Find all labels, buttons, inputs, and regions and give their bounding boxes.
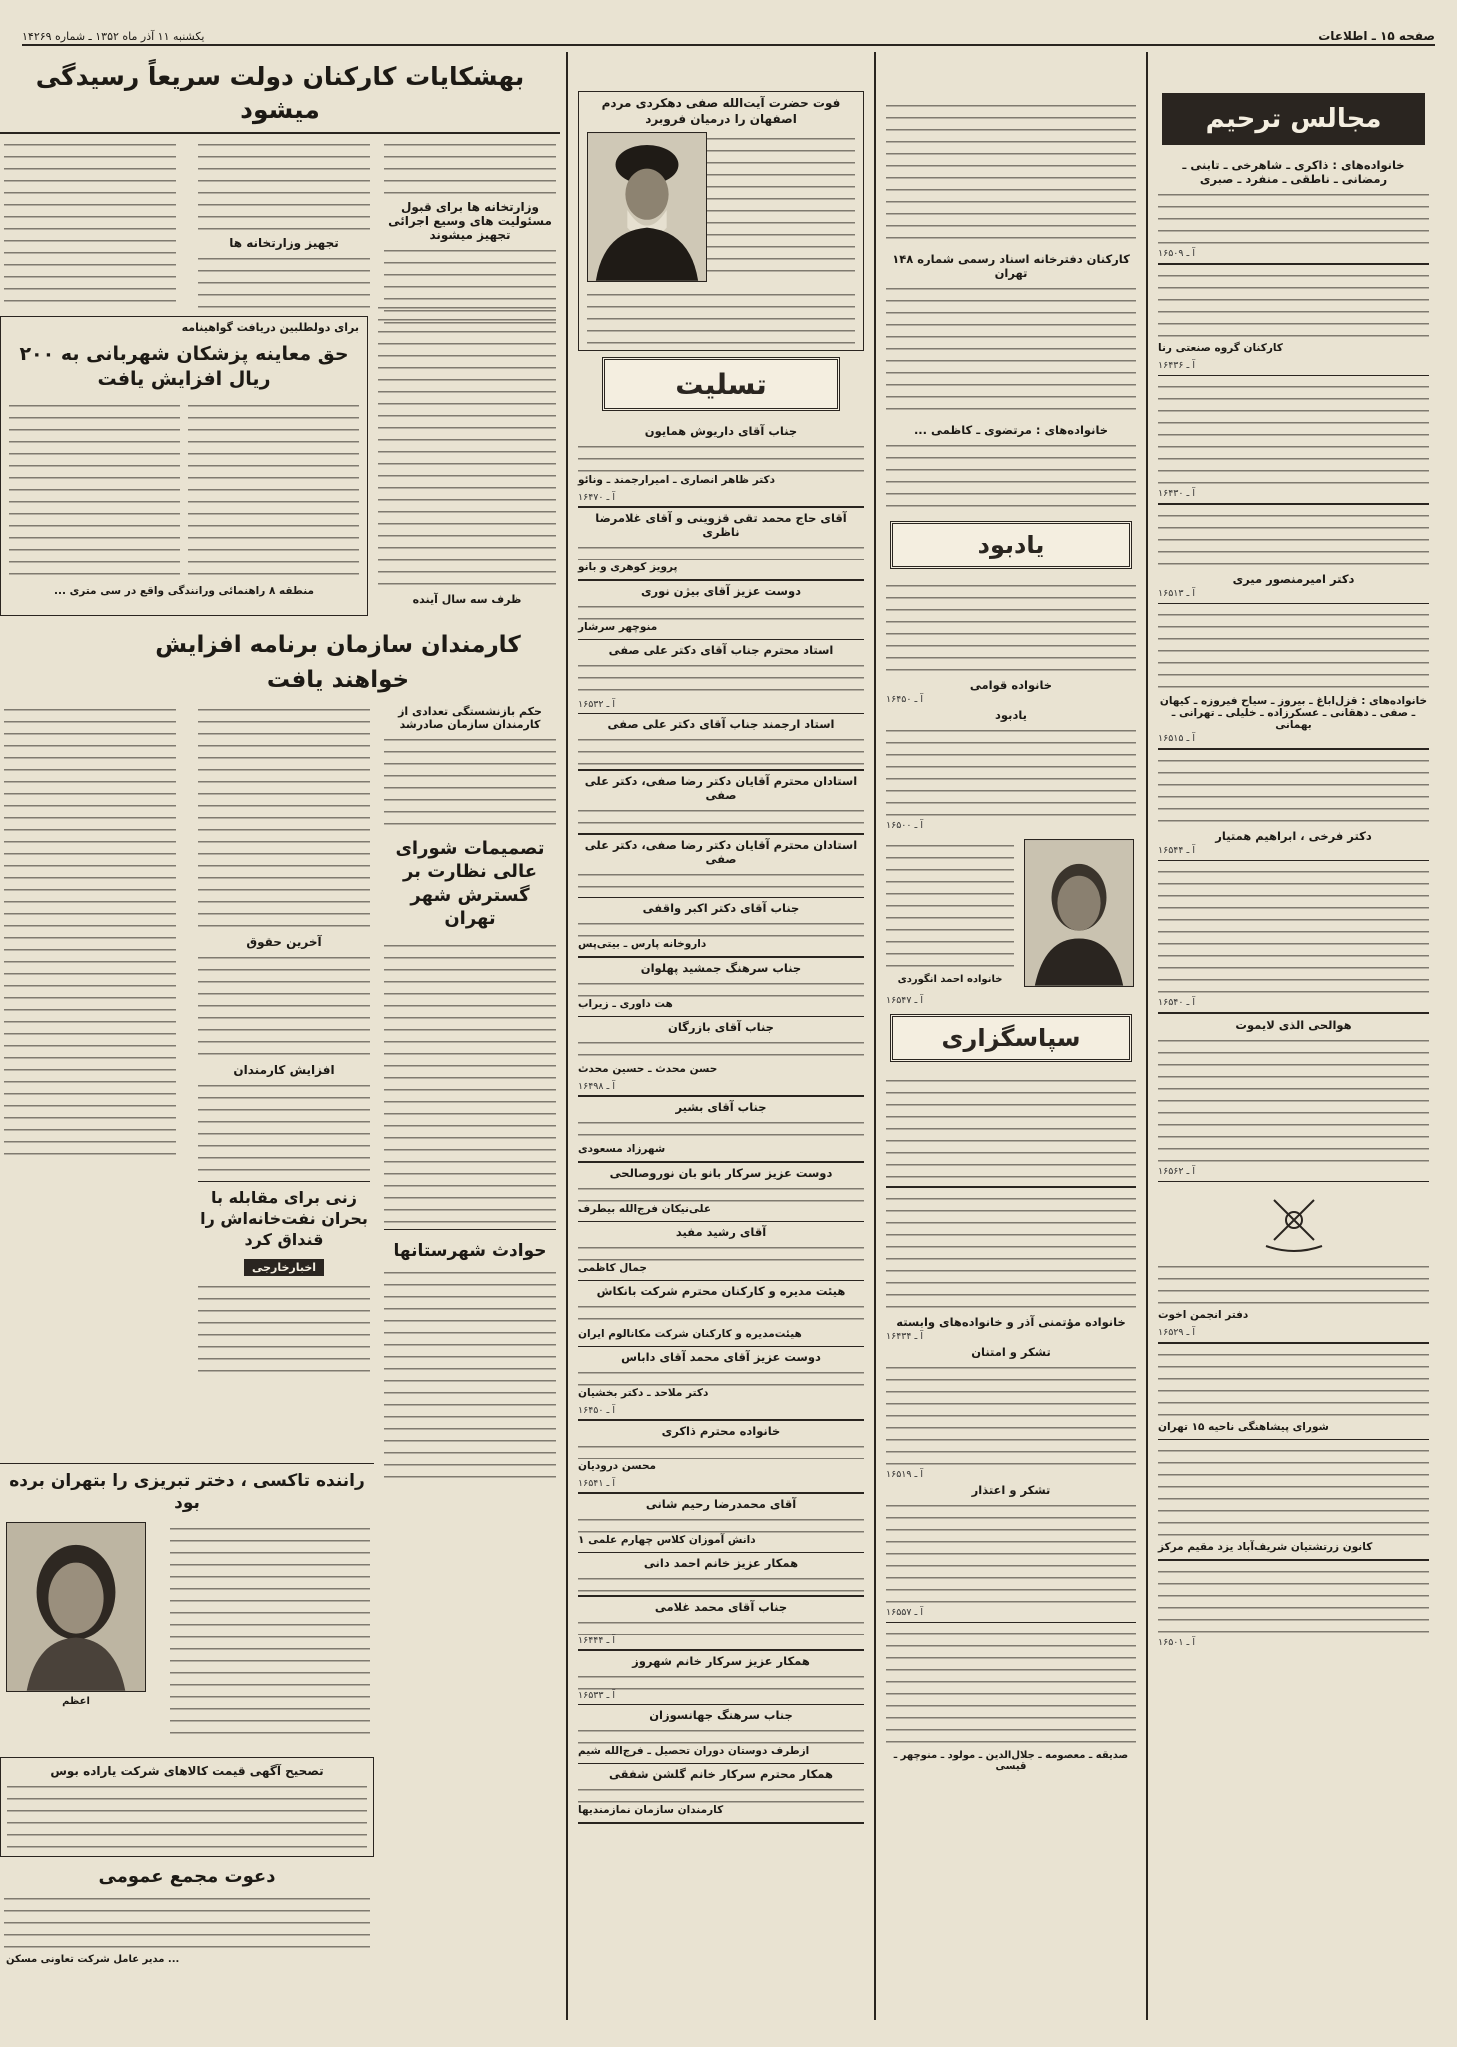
notice-name: جناب آقای بازرگان	[668, 1020, 774, 1035]
text-block	[578, 1513, 864, 1533]
yadbood-banner: یادبود	[890, 521, 1132, 569]
tasliat-notice	[578, 774, 864, 835]
notice-name: دوست عزیز آقای بیژن نوری	[640, 583, 802, 598]
notice-name: آقای رشید مفید	[675, 1225, 767, 1240]
notice-signature: علی‌نیکان فرج‌الله بیطرف	[578, 1202, 711, 1215]
notice-name: همکار عزیز سرکار خانم شهروز	[632, 1653, 810, 1668]
photo-caption: اعظم	[62, 1696, 90, 1707]
notice-signature: منوچهر سرشار	[578, 620, 658, 633]
text-block	[378, 301, 556, 591]
notice-name: جناب سرهنگ جهانسوزان	[649, 1708, 793, 1723]
notice: آ ـ ۱۶۵۴۰	[1158, 865, 1429, 1008]
divider	[1158, 860, 1429, 862]
divider	[1158, 603, 1429, 605]
portrait-image	[1025, 840, 1133, 986]
divider	[578, 1016, 864, 1018]
text-block	[384, 733, 556, 829]
notice-signature: داروخانه پارس ـ بیتی‌پس	[578, 938, 707, 951]
text-block	[4, 138, 176, 306]
notice-name: جناب آقای دکتر اکبر واقفی	[642, 901, 800, 916]
majales-tarhim-banner: مجالس ترحیم	[1162, 93, 1425, 145]
notice-signature: دانش آموزان کلاس چهارم علمی ۱	[578, 1533, 756, 1546]
text-block	[4, 1892, 370, 1952]
box-kicker: برای دولطلبین دریافت گواهینامه	[181, 321, 359, 334]
text-block	[578, 1300, 864, 1326]
notice-name: آقای حاج محمد تقی قزوینی و آقای غلامرضا ناظری	[595, 510, 847, 539]
text-block	[1158, 865, 1429, 997]
divider	[1158, 503, 1429, 505]
notice-code: آ ـ ۱۶۵۳۲	[578, 698, 615, 710]
text-block	[578, 1241, 864, 1261]
text-block	[384, 138, 556, 198]
text-block	[886, 1499, 1136, 1607]
tasliat-notice	[578, 1350, 864, 1420]
text-block	[1158, 380, 1429, 488]
subhead-staff-increase: افزایش کارمندان	[233, 1063, 335, 1077]
divider	[1158, 748, 1429, 750]
divider	[1158, 1342, 1429, 1344]
divider	[578, 1822, 864, 1824]
divider	[1158, 375, 1429, 377]
divider	[1158, 1439, 1429, 1441]
text-block	[886, 99, 1136, 249]
cleric-photo	[587, 132, 707, 282]
text-block	[198, 1079, 370, 1175]
divider	[578, 579, 864, 581]
text-block	[1158, 509, 1429, 569]
tasliat-notice	[578, 1225, 864, 1281]
divider	[578, 713, 864, 715]
text-block	[9, 399, 180, 579]
subhead-retirement: حکم بازنشستگی تعدادی از کارمندان سازمان صادرشد	[398, 705, 542, 731]
notice-signature: جمال کاظمی	[578, 1261, 647, 1274]
divider	[578, 506, 864, 508]
tasliat-notice	[578, 1600, 864, 1651]
text-block	[1158, 188, 1429, 248]
subhead-zone8: منطقه ۸ راهنمائی ورانندگی واقع در سی متری ...	[53, 585, 315, 598]
notice-name: استادان محترم آقایان دکتر رضا صفی، دکتر علی صفی	[584, 773, 858, 802]
text-block	[578, 868, 864, 894]
headline-assembly: دعوت مجمع عمومی	[98, 1866, 276, 1887]
assembly-signature: ... مدیر عامل شرکت تعاونی مسکن	[6, 1954, 180, 1966]
text-block	[578, 977, 864, 997]
girl-photo	[6, 1522, 146, 1692]
text-block	[578, 1670, 864, 1690]
notice-code: آ ـ ۱۶۵۴۱	[578, 1478, 615, 1490]
text-block	[1158, 1260, 1429, 1308]
tasliat-notice	[578, 424, 864, 508]
divider	[578, 1095, 864, 1097]
column-divider	[566, 52, 568, 2020]
text-block	[578, 1036, 864, 1062]
divider	[578, 769, 864, 771]
notice: کانون زرتشتیان شریف‌آباد یزد مقیم مرکز	[1158, 1444, 1429, 1553]
notice-name: همکار محترم سرکار خانم گلشن شفقی	[609, 1767, 833, 1782]
text-block	[578, 1440, 864, 1460]
text-block	[578, 659, 864, 699]
text-block	[578, 804, 864, 830]
tasliat-notice	[578, 584, 864, 640]
text-block	[7, 1780, 367, 1852]
tasliat-notice	[578, 1100, 864, 1163]
text-block	[198, 951, 370, 1061]
emblem	[1158, 1186, 1429, 1260]
notice-name: همکار عزیز خانم احمد دانی	[643, 1556, 799, 1571]
headline-plan-staff: کارمندان سازمان برنامه افزایش خواهند یافت	[155, 632, 521, 693]
tasliat-notice	[578, 643, 864, 714]
obituary-headline: فوت حضرت آیت‌الله صفی دهکردی مردم اصفهان را درمیان فروبرد	[601, 96, 841, 126]
headline-taxi-driver: راننده تاکسی ، دختر تبریزی را بتهران برده بود	[9, 1471, 365, 1514]
divider	[886, 1186, 1136, 1188]
notice: آ ـ ۱۶۵۰۱	[1158, 1565, 1429, 1648]
memorial-column: کارکنان دفترخانه اسناد رسمی شماره ۱۴۸ تهران خانواده‌های : مرتضوی ـ کاظمی ... یادبود خانواده قوامی آ ـ ۱۶۴۵۰ یادبود آ ـ ۱۶۵۰۰ خانواده احمد انگوردی آ ـ ۱۶۵۴۷ سپاسگزاری خانواده مؤتمنی آذر و خانواده‌های وابسته آ ـ ۱۶۴۳۴ تشکر و امتنان آ ـ ۱۶۵۱۹ تشکر و اعتذار آ ـ ۱۶۵۵۷ صدیقه ـ معصومه ـ جلال‌الدین ـ مولود ـ منوچهر ـ قیسی	[880, 55, 1142, 2020]
tasliat-notice	[578, 1556, 864, 1596]
news-area	[0, 55, 560, 2020]
tasliat-notice	[578, 961, 864, 1017]
notice-signature: کارمندان سازمان نمازمندیها	[578, 1804, 724, 1817]
folio-left: یکشنبه ۱۱ آذر ماه ۱۳۵۲ ـ شماره ۱۴۲۶۹	[22, 29, 205, 43]
text-block	[578, 600, 864, 620]
text-block	[578, 1116, 864, 1142]
text-block	[578, 1182, 864, 1202]
notice: هوالحی الذی لایموت آ ـ ۱۶۵۶۲	[1158, 1018, 1429, 1177]
text-block	[1158, 1034, 1429, 1166]
divider	[578, 1704, 864, 1706]
text-block	[384, 1266, 556, 1486]
headline-complaints: بهشکایات کارکنان دولت سریعاً رسیدگی میشود	[35, 62, 525, 124]
girl-image	[7, 1523, 145, 1691]
notice: آ ـ ۱۶۴۳۰	[1158, 380, 1429, 499]
notice-code: آ ـ ۱۶۴۹۸	[578, 1081, 615, 1093]
divider	[578, 1161, 864, 1163]
divider	[886, 1622, 1136, 1624]
notice-signature: دکتر ظاهر انصاری ـ امیرارجمند ـ ونائو	[578, 474, 776, 486]
tasliat-notice	[578, 1708, 864, 1764]
text-block	[578, 541, 864, 561]
notice-name: جناب آقای محمد غلامی	[654, 1599, 788, 1614]
condolence-ceremonies-column	[1152, 55, 1435, 2020]
notice-name: هیئت مدیره و کارکنان محترم شرکت بانکاش	[596, 1284, 846, 1299]
notice: خانواده‌های : قزل‌اباغ ـ بیروز ـ سیاح فیروزه ـ کیهان ـ صفی ـ دهقانی ـ عسکرزاده ـ خلیلی ـ تهرانی ـ بهمانی آ ـ ۱۶۵۱۵	[1158, 608, 1429, 744]
emblem-icon	[1254, 1190, 1334, 1256]
headline-woman-oil: زنی برای مقابله با بحران نفت‌خانه‌اش را قنداق کرد	[200, 1188, 368, 1249]
notice: کارکنان گروه صنعتی رنا آ ـ ۱۶۴۳۶	[1158, 269, 1429, 371]
text-block	[4, 703, 176, 1163]
text-block	[886, 579, 1136, 675]
notice-signature: حسن محدث ـ حسین محدث	[578, 1063, 718, 1076]
notice-signature: دکتر ملاحد ـ دکتر بخشیان	[578, 1387, 709, 1400]
text-block	[886, 839, 1014, 969]
divider	[578, 1595, 864, 1597]
text-block	[886, 1074, 1136, 1182]
tasliat-notice	[578, 1654, 864, 1705]
correction-box	[0, 1757, 374, 1857]
tasliat-notice	[578, 1767, 864, 1823]
notice-name: آقای محمدرضا رحیم شانی	[645, 1496, 797, 1511]
notice-name: استاد ارجمند جناب آقای دکتر علی صفی	[607, 717, 835, 732]
divider	[578, 1419, 864, 1421]
text-block	[1158, 1348, 1429, 1420]
right-notices	[1152, 151, 1435, 1652]
notice-name: خانواده محترم ذاکری	[661, 1423, 781, 1438]
text-block	[198, 1280, 370, 1376]
text-block	[578, 1783, 864, 1803]
text-block	[170, 1522, 370, 1742]
text-block	[886, 1361, 1136, 1469]
tasliat-column	[572, 55, 870, 2020]
divider	[1158, 1559, 1429, 1561]
tasliat-notices	[572, 417, 870, 1831]
tasliat-notice	[578, 1424, 864, 1494]
foreign-news-tag: اخبارخارجی	[244, 1259, 324, 1276]
text-block	[578, 1724, 864, 1744]
subhead-salary: آخرین حقوق	[246, 935, 322, 949]
notice-signature: هیئت‌مدیره و کارکنان شرکت مکانالوم ایران	[578, 1327, 802, 1340]
text-block	[578, 1572, 864, 1592]
text-block	[578, 733, 864, 766]
notice-signature: محسن دروديان	[578, 1460, 657, 1473]
notice-signature: هت داوری ـ زیراب	[578, 997, 673, 1010]
divider	[578, 897, 864, 899]
text-block	[1158, 1565, 1429, 1637]
divider	[578, 1763, 864, 1765]
notice-name: دوست عزیز سرکار بانو بان نوروصالحی	[609, 1165, 833, 1180]
tasliat-banner: تسلیت	[602, 357, 840, 411]
notice-signature: ازطرف دوستان دوران تحصیل ـ فرج‌الله شیم	[578, 1744, 810, 1757]
notice-name: جناب آقای بشیر	[675, 1099, 767, 1114]
headline-doctors-fee: حق معاینه پزشکان شهربانی به ۲۰۰ ریال افزایش یافت	[19, 343, 349, 390]
text-block	[587, 288, 855, 344]
divider	[578, 1280, 864, 1282]
subhead-equipping: تجهیز وزارتخانه ها	[229, 236, 339, 250]
tasliat-notice	[578, 1020, 864, 1097]
notice-name: جناب آقای داریوش همایون	[644, 424, 798, 438]
divider	[578, 1492, 864, 1494]
obituary-box	[578, 91, 864, 351]
text-block	[886, 439, 1136, 511]
divider	[578, 1346, 864, 1348]
notice-code: آ ـ ۱۶۴۷۰	[578, 492, 615, 503]
sepasgozari-banner: سپاسگزاری	[890, 1014, 1132, 1062]
text-block	[578, 440, 864, 473]
tasliat-notice	[578, 717, 864, 771]
folio-bar	[22, 28, 1435, 46]
notice-name: دوست عزیز آقای محمد آقای داباس	[621, 1350, 821, 1365]
notice-signature: شهرزاد مسعودی	[578, 1143, 666, 1156]
notice-signature: پرویز کوهری و بانو	[578, 561, 678, 574]
portrait-photo	[1024, 839, 1134, 987]
divider	[578, 833, 864, 835]
notice: شورای پیشاهنگی ناحیه ۱۵ تهران	[1158, 1348, 1429, 1433]
text-block	[578, 1616, 864, 1636]
column-divider	[874, 52, 876, 2020]
column-divider	[1146, 52, 1148, 2020]
headline-incidents: حوادث شهرستانها	[384, 1229, 556, 1266]
tasliat-notice	[578, 511, 864, 581]
divider	[1158, 1012, 1429, 1014]
text-block	[707, 132, 855, 282]
text-block	[188, 399, 359, 579]
notice-code: آ ـ ۱۶۴۵۰	[578, 1405, 615, 1417]
text-block	[578, 1366, 864, 1386]
tasliat-notice	[578, 901, 864, 957]
caption-three-years: ظرف سه سال آینده	[412, 593, 522, 606]
notice: خانواده‌های : ذاکری ـ شاهرخی ـ تابنی ـ رمضانی ـ ناطقی ـ منفرد ـ صبری آ ـ ۱۶۵۰۹	[1158, 158, 1429, 259]
notice-name: جناب سرهنگ جمشید پهلوان	[640, 960, 802, 975]
text-block	[1158, 1444, 1429, 1540]
divider	[1158, 263, 1429, 265]
divider	[578, 1552, 864, 1554]
text-block	[886, 1192, 1136, 1312]
text-block	[886, 282, 1136, 420]
tasliat-notice	[578, 838, 864, 899]
text-block	[1158, 269, 1429, 341]
cleric-image	[588, 133, 706, 281]
correction-title: تصحیح آگهی قیمت کالاهای شرکت یاراده بوس	[50, 1764, 324, 1778]
text-block	[578, 917, 864, 937]
subhead-ministries: وزارتخانه ها برای قبول مسئولیت های وسیع اجرائی تجهیز میشوند	[388, 200, 552, 242]
text-block	[1158, 608, 1429, 692]
notice-name: استاد محترم جناب آقای دکتر علی صفی	[608, 643, 834, 658]
tasliat-notice	[578, 1497, 864, 1553]
text-block	[886, 1627, 1136, 1747]
notice: دفتر انجمن اخوت آ ـ ۱۶۵۲۹	[1158, 1186, 1429, 1338]
divider	[578, 1221, 864, 1223]
doctors-fee-box	[0, 316, 368, 616]
tasliat-notice	[578, 1284, 864, 1347]
notice: دکتر امیرمنصور میری آ ـ ۱۶۵۱۳	[1158, 509, 1429, 599]
folio-right: صفحه ۱۵ ـ اطلاعات	[1318, 29, 1435, 43]
tasliat-notice	[578, 1166, 864, 1222]
divider	[1158, 1181, 1429, 1183]
text-block	[198, 252, 370, 312]
headline-council: تصمیمات شورای عالی نظارت بر گسترش شهر تهران	[395, 838, 545, 930]
text-block	[384, 939, 556, 1229]
notice-code: آ ـ ۱۶۴۴۴	[578, 1635, 615, 1647]
divider	[578, 639, 864, 641]
notice: دکتر فرخی ، ابراهیم همتیار آ ـ ۱۶۵۴۴	[1158, 754, 1429, 856]
notice-name: استادان محترم آقایان دکتر رضا صفی، دکتر علی صفی	[584, 837, 858, 866]
text-block	[198, 138, 370, 234]
text-block	[198, 703, 370, 933]
text-block	[886, 724, 1136, 820]
divider	[578, 956, 864, 958]
divider	[578, 1649, 864, 1651]
notice-code: آ ـ ۱۶۵۳۳	[578, 1689, 615, 1701]
text-block	[1158, 754, 1429, 826]
divider	[0, 132, 560, 134]
